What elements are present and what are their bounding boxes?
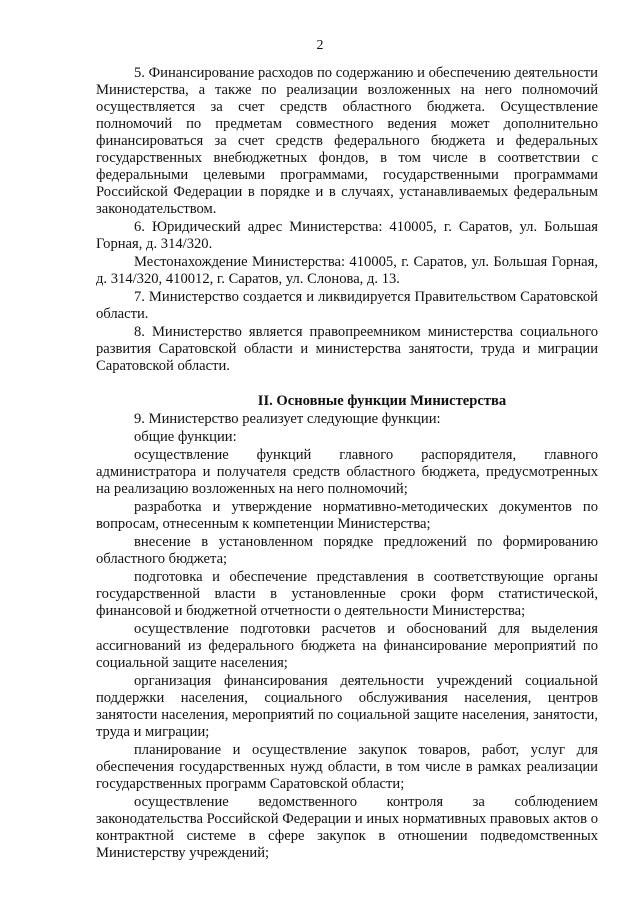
paragraph-institution-financing: организация финансирования деятельности учреждений социальной поддержки населения, социального обслуживания населения, центров занятости населения, мероприятий по социальной защите населения, занятости, труда и миграции; xyxy=(96,673,598,740)
paragraph-general-functions: общие функции: xyxy=(134,429,237,445)
paragraph-procurement: планирование и осуществление закупок товаров, работ, услуг для обеспечения государственных нужд области, в том числе в рамках реализации государственных программ Саратовской области; xyxy=(96,742,598,792)
paragraph-9-functions-intro: 9. Министерство реализует следующие функции: xyxy=(134,411,441,427)
paragraph-location: Местонахождение Министерства: 410005, г. Саратов, ул. Большая Горная, д. 314/320, 410012, г. Саратов, ул. Слонова, д. 13. xyxy=(96,254,598,287)
paragraph-reporting: подготовка и обеспечение представления в соответствующие органы государственной власти в установленные сроки форм статистической, финансовой и бюджетной отчетности о деятельности Министерства; xyxy=(96,569,598,619)
paragraph-federal-allocations: осуществление подготовки расчетов и обоснований для выделения ассигнований из федерального бюджета на финансирование мероприятий по социальной защите населения; xyxy=(96,621,598,671)
paragraph-8-successor: 8. Министерство является правопреемником министерства социального развития Саратовской области и министерства занятости, труда и миграции Саратовской области. xyxy=(96,324,598,374)
paragraph-5-financing: 5. Финансирование расходов по содержанию и обеспечению деятельности Министерства, а также по реализации возложенных на него полномочий осуществляется за счет средств областного бюджета. Осуществление полномочий по предметам совместного ведения может дополнительно финансироваться за счет средств федерального бюджета и федеральных государственных внебюджетных фондов, в том числе в соответствии с федеральными целевыми программами, государственными программами Российской Федерации в порядке и в случаях, устанавливаемых федеральным законодательством. xyxy=(96,65,598,217)
paragraph-departmental-control: осуществление ведомственного контроля за соблюдением законодательства Российской Федерации и иных нормативных правовых актов о контрактной системе в сфере закупок в отношении подведомственных Министерству учреждений; xyxy=(96,794,598,861)
section-heading: II. Основные функции Министерства xyxy=(257,393,507,409)
paragraph-budget-proposals: внесение в установленном порядке предложений по формированию областного бюджета; xyxy=(96,534,598,567)
paragraph-budget-administrator: осуществление функций главного распорядителя, главного администратора и получателя средств областного бюджета, предусмотренных на реализацию возложенных на него полномочий; xyxy=(96,447,598,497)
page-number: 2 xyxy=(316,38,324,53)
paragraph-7-creation: 7. Министерство создается и ликвидируется Правительством Саратовской области. xyxy=(96,289,598,322)
paragraph-methodical-documents: разработка и утверждение нормативно-методических документов по вопросам, отнесенным к компетенции Министерства; xyxy=(96,499,598,532)
document-body xyxy=(96,65,598,862)
paragraph-6-legal-address: 6. Юридический адрес Министерства: 410005, г. Саратов, ул. Большая Горная, д. 314/320. xyxy=(96,219,598,252)
